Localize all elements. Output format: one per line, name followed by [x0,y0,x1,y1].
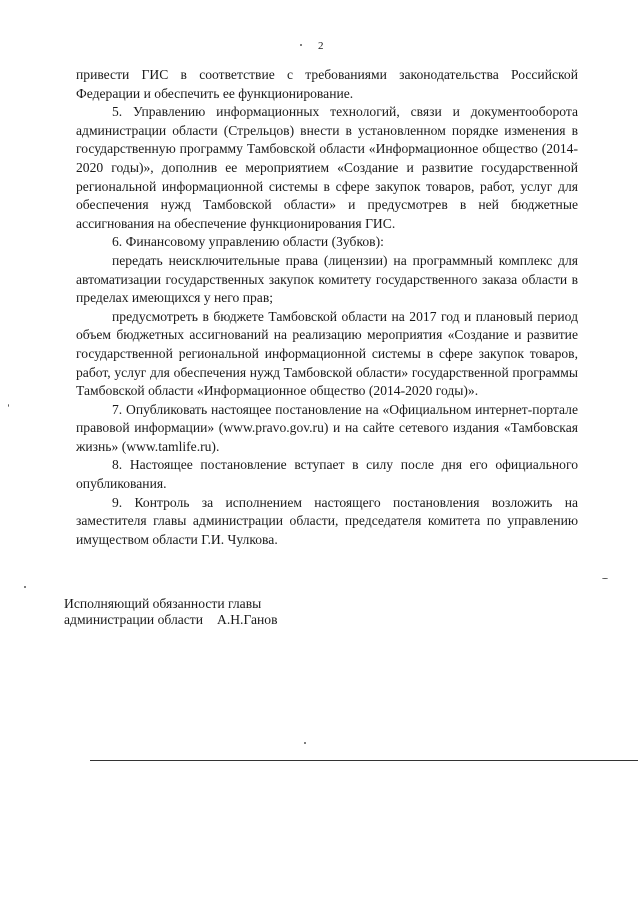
paragraph-item-9: 9. Контроль за исполнением настоящего постановления возложить на заместителя главы администрации области, председателя комитета по управлению имуществом области Г.И. Чулкова. [76,494,578,547]
paragraph-item-6-sub-2: предусмотреть в бюджете Тамбовской области на 2017 год и плановый период объем бюджетных ассигнований на реализацию мероприятия «Создание и развитие государственной региональной информационной системы в сфере закупок товаров, работ, услуг для обеспечения нужд Тамбовской области» государственной программы Тамбовской области «Информационное общество (2014-2020 годы)». [76,308,578,399]
paragraph-item-6-sub-1: передать неисключительные права (лицензии) на программный комплекс для автоматизации государственных закупок комитету государственного заказа области в пределах имеющихся у него прав; [76,252,578,306]
paragraph-item-7: 7. Опубликовать настоящее постановление на «Официальном интернет-портале правовой информации» (www.pravo.gov.ru) и на сайте сетевого издания «Тамбовская жизнь» (www.tamlife.ru). [76,401,578,454]
page-number: 2 [318,40,324,52]
paragraph-continuation: привести ГИС в соответствие с требованиями законодательства Российской Федерации и обеспечить ее функционирование. [76,67,578,101]
scan-speck [304,742,306,744]
document-body [76,66,578,549]
paragraph-item-5: 5. Управлению информационных технологий, связи и документооборота администрации области (Стрельцов) внести в установленном порядке изменения в государственную программу Тамбовской области «Информационное общество (2014-2020 годы)», дополнив ее мероприятием «Создание и развитие государственной региональной информационной системы в сфере закупок товаров, работ, услуг для обеспечения нужд Тамбовской области» и предусмотрев в ней бюджетные ассигнования на обеспечение функционирования ГИС. [76,104,578,231]
signature-title-line1: Исполняющий обязанности главы [64,596,262,611]
scan-speck [8,404,9,407]
paragraph-item-6: 6. Финансовому управлению области (Зубков): [112,234,384,250]
signature-title-line2: администрации области [64,612,204,627]
bottom-rule-line [90,760,638,761]
paragraph-item-8: 8. Настоящее постановление вступает в силу после дня его официального опубликования. [76,457,578,492]
scan-speck [602,578,608,579]
scan-speck [24,586,26,588]
signature-name: А.Н.Ганов [217,612,278,627]
scan-speck [300,44,302,46]
signature-block [64,596,278,628]
